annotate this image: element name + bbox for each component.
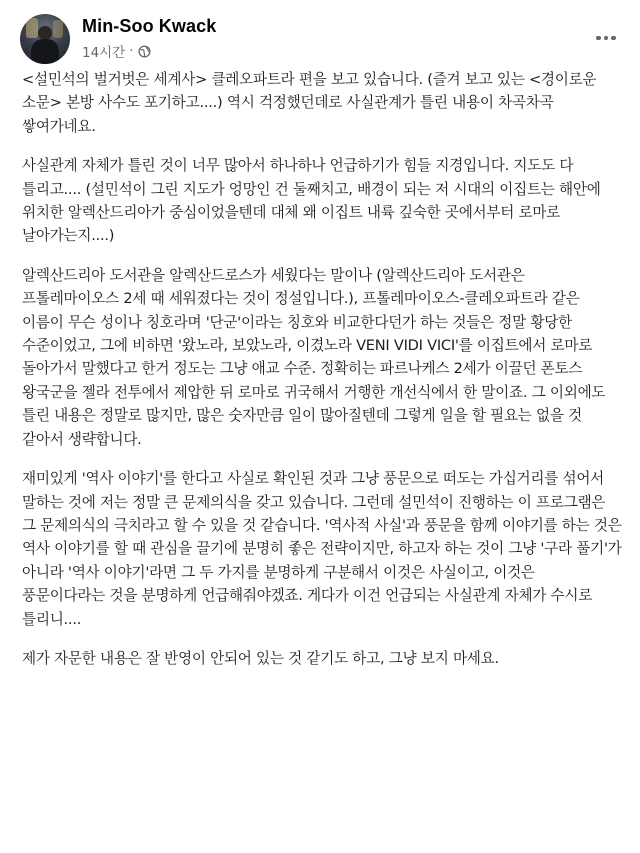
post-meta [82,41,151,61]
author-name[interactable]: Min-Soo Kwack [82,16,217,36]
globe-icon[interactable] [138,45,151,58]
avatar-figure-head [38,26,52,40]
more-dot [604,36,609,41]
avatar-light [26,18,38,38]
avatar[interactable] [20,14,70,64]
avatar-figure-body [31,39,59,64]
post-header [0,0,640,74]
post-timestamp[interactable]: 14시간 [82,45,126,61]
post-paragraph-1: <설민석의 벌거벗은 세계사> 클레오파트라 편을 보고 있습니다. (즐겨 보고 있는 <경이로운 소문> 본방 사수도 포기하고....) 역시 걱정했던데로 사실관계가 틀린 내용이 차곡차곡 쌓여가네요. [22,71,597,135]
post-body [22,68,622,686]
meta-separator: · [129,43,134,59]
post-paragraph-5: 제가 자문한 내용은 잘 반영이 안되어 있는 것 같기도 하고, 그냥 보지 마세요. [22,649,499,667]
avatar-light [53,20,63,38]
post-paragraph-4: 재미있게 '역사 이야기'를 한다고 사실로 확인된 것과 그냥 풍문으로 떠도는 가십거리를 섞어서 말하는 것에 저는 정말 큰 문제의식을 갖고 있습니다. 그런데 설민석이 진행하는 이 프로그램은 그 문제의식의 극치라고 할 수 있을 것 같습니다. '역사적 사실'과 풍문을 함께 이야기를 하는 것은 역사 이야기를 할 때 관심을 끌기에 분명히 좋은 전략이지만, 하고자 하는 것이 그냥 '구라 풀기'가 아니라 '역사 이야기'라면 그 두 가지를 분명하게 구분해서 이것은 사실이고, 이것은 풍문이다라는 것을 분명하게 언급해줘야겠죠. 게다가 이건 언급되는 사실관계 자체가 수시로 틀리니.... [22,470,622,628]
more-dot [611,36,616,41]
post-paragraph-2: 사실관계 자체가 틀린 것이 너무 많아서 하나하나 언급하기가 힘들 지경입니다. 지도도 다 틀리고.... (설민석이 그린 지도가 엉망인 건 둘째치고, 배경이 되는 저 시대의 이집트는 해안에 위치한 알렉산드리아가 중심이었을텐데 대체 왜 이집트 내륙 깊숙한 곳에서부터 로마로 날아가는지....) [22,157,601,245]
more-options-icon[interactable] [592,28,620,48]
post-paragraph-3: 알렉산드리아 도서관을 알렉산드로스가 세웠다는 말이나 (알렉산드리아 도서관은 프톨레마이오스 2세 때 세워졌다는 것이 정설입니다.), 프톨레마이오스-클레오파트라 같은 이름이 무슨 성이나 칭호라며 '단군'이라는 칭호와 비교한다던가 하는 것들은 정말 황당한 수준이었고, 그에 비하면 '왔노라, 보았노라, 이겼노라 VENI VIDI VICI'를 이집트에서 로마로 돌아가서 말했다고 한거 정도는 그냥 애교 수준. 정확히는 파르나케스 2세가 이끌던 폰토스 왕국군을 젤라 전투에서 제압한 뒤 로마로 귀국해서 거행한 개선식에서 한 말이죠. 그 이외에도 틀린 내용은 정말로 많지만, 많은 숫자만큼 일이 많아질텐데 그렇게 일을 할 필요는 없을 것 같아서 생략합니다. [22,266,606,448]
more-dot [596,36,601,41]
